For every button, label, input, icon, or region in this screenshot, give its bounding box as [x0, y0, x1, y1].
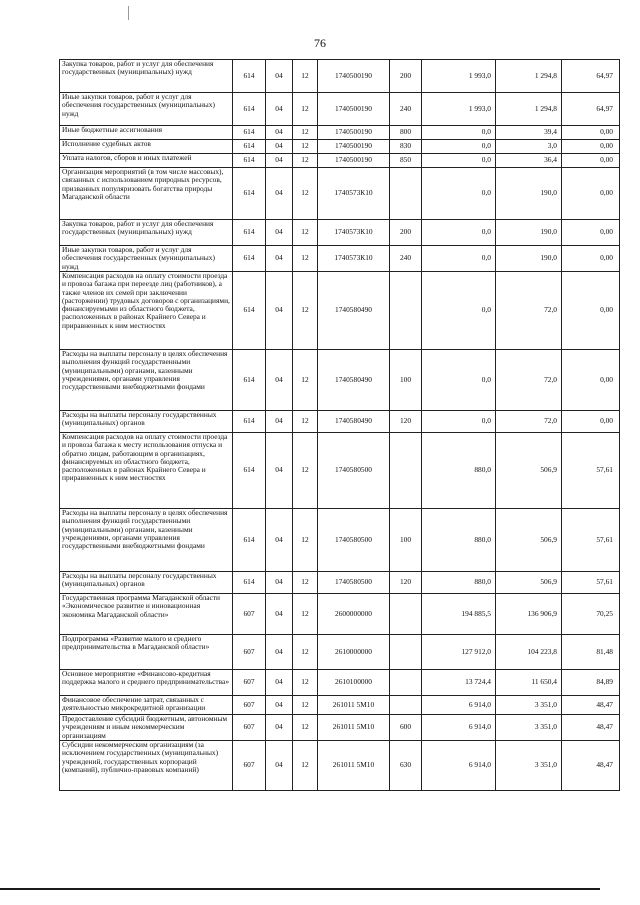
page-number: 76 [314, 36, 326, 50]
table-row [60, 433, 620, 509]
cell-vr [390, 670, 422, 696]
cell-pr: 12 [293, 572, 318, 594]
cell-csr: 2610100000 [318, 670, 390, 696]
cell-csr: 1740573К10 [318, 246, 390, 272]
cell-plan: 0,0 [422, 246, 496, 272]
table-row [60, 696, 620, 715]
table-row [60, 168, 620, 220]
cell-rz: 04 [266, 433, 293, 509]
cell-pr: 12 [293, 635, 318, 670]
table-row [60, 60, 620, 93]
cell-percent: 0,00 [562, 246, 620, 272]
cell-fact: 1 294,8 [496, 60, 562, 93]
cell-vr [390, 168, 422, 220]
cell-csr: 1740500190 [318, 140, 390, 154]
cell-csr: 1740573К10 [318, 168, 390, 220]
table-body [60, 60, 620, 791]
cell-name: Расходы на выплаты персоналу государственных (муниципальных) органов [60, 411, 233, 433]
cell-ved: 614 [233, 272, 266, 350]
cell-rz: 04 [266, 670, 293, 696]
cell-pr: 12 [293, 220, 318, 246]
cell-plan: 6 914,0 [422, 741, 496, 791]
cell-csr: 1740500190 [318, 154, 390, 168]
table-row [60, 509, 620, 572]
cell-ved: 614 [233, 220, 266, 246]
cell-plan: 13 724,4 [422, 670, 496, 696]
cell-csr: 1740580490 [318, 350, 390, 411]
cell-name: Иные закупки товаров, работ и услуг для обеспечения государственных (муниципальных) нужд [60, 246, 233, 272]
cell-fact: 72,0 [496, 272, 562, 350]
cell-vr: 630 [390, 741, 422, 791]
cell-csr: 261011 5М10 [318, 715, 390, 741]
cell-pr: 12 [293, 715, 318, 741]
cell-ved: 607 [233, 715, 266, 741]
cell-vr: 200 [390, 60, 422, 93]
cell-percent: 48,47 [562, 696, 620, 715]
scan-mark [128, 6, 129, 20]
cell-fact: 72,0 [496, 350, 562, 411]
cell-csr: 2610000000 [318, 635, 390, 670]
cell-plan: 0,0 [422, 154, 496, 168]
cell-plan: 194 885,5 [422, 594, 496, 635]
cell-fact: 39,4 [496, 126, 562, 140]
cell-fact: 36,4 [496, 154, 562, 168]
cell-pr: 12 [293, 140, 318, 154]
cell-ved: 614 [233, 93, 266, 126]
cell-name: Подпрограмма «Развитие малого и среднего предпринимательства в Магаданской области» [60, 635, 233, 670]
cell-vr [390, 635, 422, 670]
cell-fact: 3 351,0 [496, 696, 562, 715]
cell-pr: 12 [293, 126, 318, 140]
cell-pr: 12 [293, 246, 318, 272]
cell-percent: 0,00 [562, 350, 620, 411]
cell-fact: 3 351,0 [496, 741, 562, 791]
cell-vr: 120 [390, 572, 422, 594]
cell-csr: 261011 5М10 [318, 741, 390, 791]
cell-rz: 04 [266, 140, 293, 154]
table-row [60, 140, 620, 154]
cell-name: Компенсация расходов на оплату стоимости проезда и провоза багажа при переезде лиц (работников), а также членов их семей при заключении (расторжении) трудовых договоров с организациями, финансируемыми из областного бюджета, расположенных в районах Крайнего Севера и приравненных к ним местностях [60, 272, 233, 350]
table-row [60, 93, 620, 126]
cell-csr: 1740580500 [318, 433, 390, 509]
cell-percent: 84,89 [562, 670, 620, 696]
cell-pr: 12 [293, 509, 318, 572]
table-row [60, 635, 620, 670]
cell-name: Основное мероприятие «Финансово-кредитная поддержка малого и среднего предпринимательства» [60, 670, 233, 696]
cell-name: Уплата налогов, сборов и иных платежей [60, 154, 233, 168]
cell-percent: 81,48 [562, 635, 620, 670]
cell-fact: 506,9 [496, 572, 562, 594]
cell-csr: 1740573К10 [318, 220, 390, 246]
cell-ved: 614 [233, 154, 266, 168]
cell-vr: 100 [390, 350, 422, 411]
cell-percent: 0,00 [562, 220, 620, 246]
cell-plan: 0,0 [422, 220, 496, 246]
cell-ved: 614 [233, 60, 266, 93]
cell-ved: 614 [233, 433, 266, 509]
cell-rz: 04 [266, 60, 293, 93]
cell-ved: 607 [233, 670, 266, 696]
cell-name: Иные бюджетные ассигнования [60, 126, 233, 140]
cell-ved: 614 [233, 246, 266, 272]
cell-csr: 1740500190 [318, 126, 390, 140]
table-row [60, 715, 620, 741]
cell-percent: 57,61 [562, 572, 620, 594]
cell-rz: 04 [266, 741, 293, 791]
cell-vr: 100 [390, 509, 422, 572]
footer-divider [0, 888, 600, 890]
cell-pr: 12 [293, 594, 318, 635]
cell-percent: 57,61 [562, 433, 620, 509]
cell-ved: 614 [233, 350, 266, 411]
budget-table [59, 59, 620, 791]
cell-percent: 64,97 [562, 93, 620, 126]
cell-csr: 1740580490 [318, 272, 390, 350]
cell-plan: 0,0 [422, 168, 496, 220]
table-row [60, 411, 620, 433]
cell-name: Иные закупки товаров, работ и услуг для обеспечения государственных (муниципальных) нужд [60, 93, 233, 126]
cell-pr: 12 [293, 350, 318, 411]
cell-plan: 127 912,0 [422, 635, 496, 670]
cell-fact: 506,9 [496, 509, 562, 572]
cell-fact: 3 351,0 [496, 715, 562, 741]
cell-name: Государственная программа Магаданской области «Экономическое развитие и инновационная экономика Магаданской области» [60, 594, 233, 635]
table-row [60, 154, 620, 168]
cell-ved: 614 [233, 126, 266, 140]
cell-vr: 800 [390, 126, 422, 140]
cell-rz: 04 [266, 411, 293, 433]
cell-vr [390, 433, 422, 509]
cell-name: Расходы на выплаты персоналу в целях обеспечения выполнения функций государственными (муниципальными) органами, казенными учреждениями, органами управления государственными внебюджетными фондами [60, 509, 233, 572]
cell-fact: 72,0 [496, 411, 562, 433]
cell-name: Закупка товаров, работ и услуг для обеспечения государственных (муниципальных) нужд [60, 60, 233, 93]
cell-rz: 04 [266, 93, 293, 126]
cell-name: Расходы на выплаты персоналу в целях обеспечения выполнения функций государственными (муниципальными) органами, казенными учреждениями, органами управления государственными внебюджетными фондами [60, 350, 233, 411]
cell-pr: 12 [293, 411, 318, 433]
cell-plan: 0,0 [422, 411, 496, 433]
cell-vr: 200 [390, 220, 422, 246]
cell-rz: 04 [266, 594, 293, 635]
table-row [60, 350, 620, 411]
cell-vr: 240 [390, 93, 422, 126]
cell-percent: 57,61 [562, 509, 620, 572]
table-row [60, 220, 620, 246]
cell-plan: 0,0 [422, 350, 496, 411]
cell-rz: 04 [266, 272, 293, 350]
cell-percent: 0,00 [562, 154, 620, 168]
cell-pr: 12 [293, 696, 318, 715]
cell-csr: 1740580500 [318, 572, 390, 594]
cell-percent: 70,25 [562, 594, 620, 635]
cell-ved: 607 [233, 594, 266, 635]
cell-vr: 850 [390, 154, 422, 168]
cell-rz: 04 [266, 220, 293, 246]
cell-rz: 04 [266, 168, 293, 220]
cell-fact: 506,9 [496, 433, 562, 509]
cell-plan: 0,0 [422, 140, 496, 154]
cell-plan: 880,0 [422, 509, 496, 572]
cell-csr: 1740580500 [318, 509, 390, 572]
cell-csr: 1740580490 [318, 411, 390, 433]
cell-plan: 0,0 [422, 272, 496, 350]
cell-percent: 64,97 [562, 60, 620, 93]
table-row [60, 246, 620, 272]
cell-ved: 614 [233, 140, 266, 154]
cell-rz: 04 [266, 350, 293, 411]
cell-csr: 1740500190 [318, 60, 390, 93]
cell-pr: 12 [293, 154, 318, 168]
cell-percent: 0,00 [562, 272, 620, 350]
cell-rz: 04 [266, 126, 293, 140]
cell-ved: 614 [233, 411, 266, 433]
cell-name: Расходы на выплаты персоналу государственных (муниципальных) органов [60, 572, 233, 594]
cell-ved: 614 [233, 509, 266, 572]
table-row [60, 594, 620, 635]
cell-percent: 48,47 [562, 715, 620, 741]
cell-plan: 1 993,0 [422, 60, 496, 93]
cell-fact: 11 650,4 [496, 670, 562, 696]
cell-rz: 04 [266, 246, 293, 272]
cell-percent: 0,00 [562, 411, 620, 433]
cell-plan: 1 993,0 [422, 93, 496, 126]
cell-ved: 607 [233, 635, 266, 670]
cell-plan: 6 914,0 [422, 696, 496, 715]
cell-name: Закупка товаров, работ и услуг для обеспечения государственных (муниципальных) нужд [60, 220, 233, 246]
cell-rz: 04 [266, 715, 293, 741]
cell-fact: 1 294,8 [496, 93, 562, 126]
cell-fact: 190,0 [496, 168, 562, 220]
cell-plan: 880,0 [422, 433, 496, 509]
cell-vr: 600 [390, 715, 422, 741]
cell-plan: 0,0 [422, 126, 496, 140]
cell-percent: 48,47 [562, 741, 620, 791]
cell-csr: 1740500190 [318, 93, 390, 126]
cell-rz: 04 [266, 154, 293, 168]
cell-name: Финансовое обеспечение затрат, связанных с деятельностью микрокредитной организации [60, 696, 233, 715]
cell-percent: 0,00 [562, 168, 620, 220]
cell-percent: 0,00 [562, 126, 620, 140]
cell-name: Субсидии некоммерческим организациям (за исключением государственных (муниципальных) учреждений, государственных корпораций (компаний), публично-правовых компаний) [60, 741, 233, 791]
cell-csr: 261011 5М10 [318, 696, 390, 715]
cell-pr: 12 [293, 93, 318, 126]
cell-fact: 190,0 [496, 246, 562, 272]
cell-name: Организация мероприятий (в том числе массовых), связанных с использованием природных ресурсов, призванных популяризовать богатства природы Магаданской области [60, 168, 233, 220]
cell-fact: 104 223,8 [496, 635, 562, 670]
cell-rz: 04 [266, 509, 293, 572]
cell-vr [390, 594, 422, 635]
cell-plan: 880,0 [422, 572, 496, 594]
table-row [60, 741, 620, 791]
cell-rz: 04 [266, 696, 293, 715]
cell-fact: 190,0 [496, 220, 562, 246]
cell-vr [390, 272, 422, 350]
cell-ved: 607 [233, 696, 266, 715]
cell-pr: 12 [293, 433, 318, 509]
cell-rz: 04 [266, 635, 293, 670]
cell-vr: 830 [390, 140, 422, 154]
cell-pr: 12 [293, 60, 318, 93]
cell-fact: 3,0 [496, 140, 562, 154]
cell-pr: 12 [293, 168, 318, 220]
cell-name: Исполнение судебных актов [60, 140, 233, 154]
cell-pr: 12 [293, 272, 318, 350]
cell-vr: 240 [390, 246, 422, 272]
cell-pr: 12 [293, 741, 318, 791]
table-row [60, 670, 620, 696]
table-row [60, 126, 620, 140]
cell-rz: 04 [266, 572, 293, 594]
cell-name: Компенсация расходов на оплату стоимости проезда и провоза багажа к месту использования отпуска и обратно лицам, работающим в организациях, финансируемых из областного бюджета, расположенных в районах Крайнего Севера и приравненных к ним местностях [60, 433, 233, 509]
cell-name: Предоставление субсидий бюджетным, автономным учреждениям и иным некоммерческим организациям [60, 715, 233, 741]
cell-plan: 6 914,0 [422, 715, 496, 741]
cell-ved: 607 [233, 741, 266, 791]
cell-fact: 136 906,9 [496, 594, 562, 635]
table-row [60, 272, 620, 350]
cell-ved: 614 [233, 168, 266, 220]
cell-vr: 120 [390, 411, 422, 433]
cell-vr [390, 696, 422, 715]
table-row [60, 572, 620, 594]
cell-pr: 12 [293, 670, 318, 696]
cell-ved: 614 [233, 572, 266, 594]
cell-csr: 2600000000 [318, 594, 390, 635]
cell-percent: 0,00 [562, 140, 620, 154]
